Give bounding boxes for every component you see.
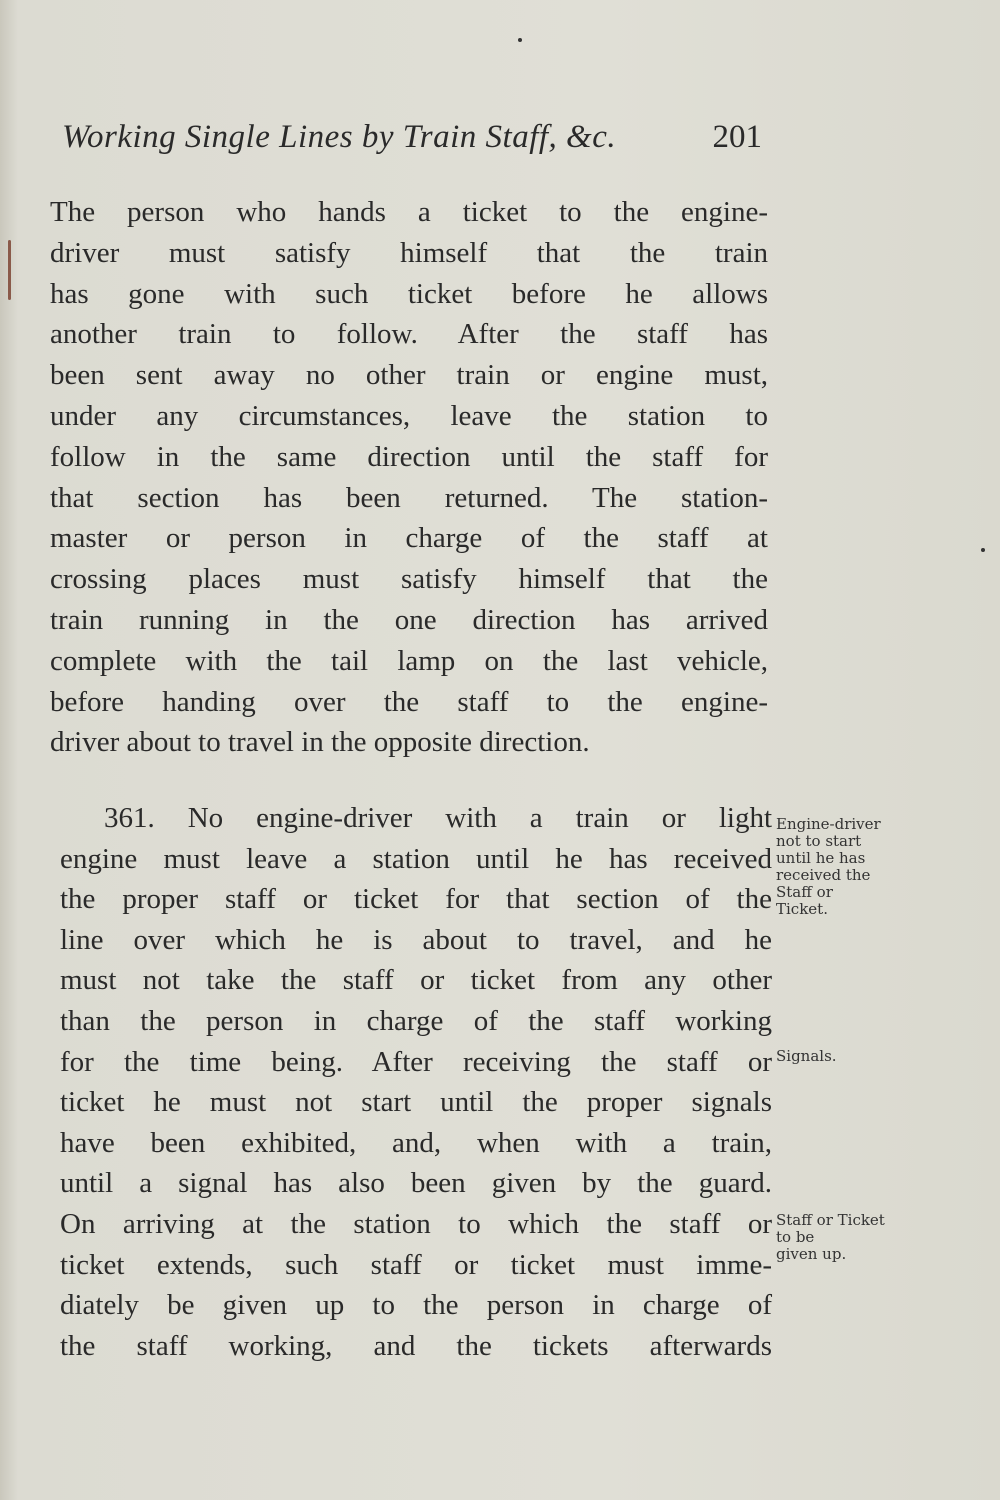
text-line: for the time being. After receiving the staff or (60, 1045, 772, 1078)
text-line: has gone with such ticket before he allows (50, 277, 768, 310)
running-title: Working Single Lines by Train Staff, &c. (62, 119, 617, 155)
text-line: that section has been returned. The station- (50, 481, 768, 514)
side-note-line: Ticket. (776, 900, 828, 918)
text-line: another train to follow. After the staff has (50, 318, 768, 351)
text-line: complete with the tail lamp on the last vehicle, (50, 644, 768, 677)
text-line: must not take the staff or ticket from any other (60, 964, 772, 997)
side-note-line: received the (776, 866, 871, 884)
text-line: before handing over the staff to the engine- (50, 685, 768, 718)
text-line: diately be given up to the person in charge of (60, 1289, 772, 1322)
text-line: the staff working, and the tickets afterwards (60, 1329, 772, 1362)
text-line: the proper staff or ticket for that section of the (60, 883, 772, 916)
text-line: driver must satisfy himself that the train (50, 236, 768, 269)
text-line: ticket he must not start until the proper signals (60, 1086, 772, 1119)
side-note-line: Engine-driver (776, 815, 881, 833)
text-line: driver about to travel in the opposite direction. (50, 726, 590, 759)
print-speck (981, 548, 985, 552)
paragraph-staff-ticket-handover (50, 192, 768, 763)
side-note-line: until he has (776, 849, 866, 867)
side-note-line: Staff or (776, 883, 833, 901)
text-line: than the person in charge of the staff working (60, 1004, 772, 1037)
text-line: engine must leave a station until he has received (60, 842, 772, 875)
paragraph-rule-361 (60, 798, 772, 1366)
text-line: ticket extends, such staff or ticket must imme- (60, 1248, 772, 1281)
side-note-line: Staff or Ticket (776, 1211, 885, 1229)
running-header (62, 112, 762, 162)
text-line: have been exhibited, and, when with a train, (60, 1126, 772, 1159)
text-line: On arriving at the station to which the staff or (60, 1207, 772, 1240)
text-line: The person who hands a ticket to the engine- (50, 196, 768, 228)
text-line: crossing places must satisfy himself that the (50, 563, 768, 596)
side-note-signals (776, 1048, 837, 1065)
page-number: 201 (712, 119, 762, 155)
text-line: master or person in charge of the staff at (50, 522, 768, 555)
text-line: train running in the one direction has arrived (50, 603, 768, 636)
side-note-line: not to start (776, 832, 862, 850)
side-note-line: given up. (776, 1245, 847, 1263)
text-line: until a signal has also been given by the guard. (60, 1167, 772, 1200)
binding-mark (8, 240, 11, 300)
side-note-line: to be (776, 1228, 815, 1246)
text-line: follow in the same direction until the staff for (50, 440, 768, 473)
side-note-engine-driver (776, 816, 881, 918)
print-speck (518, 38, 522, 42)
side-note-staff-given-up (776, 1212, 885, 1263)
text-line: 361. No engine-driver with a train or light (104, 802, 772, 834)
text-line: line over which he is about to travel, and he (60, 923, 772, 956)
side-note-line: Signals. (776, 1047, 837, 1065)
text-line: under any circumstances, leave the station to (50, 399, 768, 432)
text-line: been sent away no other train or engine must, (50, 359, 768, 392)
